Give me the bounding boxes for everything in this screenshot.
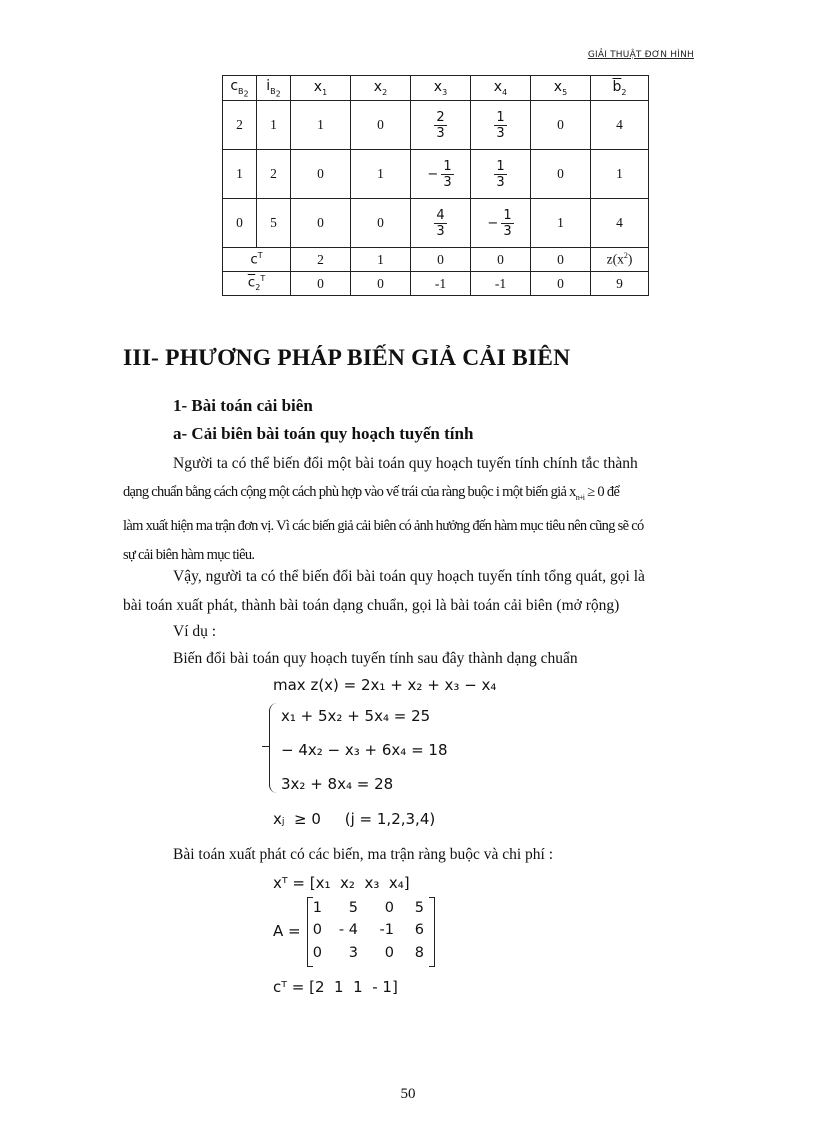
header-b: $\overline{b}_2$ (591, 76, 649, 101)
cell-b: 4 (591, 199, 649, 248)
matrix-row: 0 3 0 8 (312, 945, 424, 961)
constraint-matrix (307, 897, 435, 967)
cell-b: 9 (591, 272, 649, 296)
constraint-1: x₁ + 5x₂ + 5x₄ = 25 (281, 707, 431, 725)
cell-x2: 0 (351, 101, 411, 150)
matrix-label: A = (273, 922, 301, 940)
cell-x3: -1 (411, 272, 471, 296)
constraint-2: − 4x₂ − x₃ + 6x₄ = 18 (281, 741, 448, 759)
nonnegativity: xⱼ ≥ 0 (j = 1,2,3,4) (273, 810, 436, 828)
cell-x3: $\frac{4}{3}$ (411, 199, 471, 248)
paragraph-line: bài toán xuất phát, thành bài toán dạng chuẩn, gọi là bài toán cải biên (mở rộng) (123, 597, 620, 614)
constraint-3: 3x₂ + 8x₄ = 28 (281, 775, 394, 793)
cell-x2: 0 (351, 272, 411, 296)
header-x5: $x_5$ (531, 76, 591, 101)
cell-x5: 0 (531, 272, 591, 296)
reduced-cost-label: $\overline{c}_2^T$ (223, 272, 291, 296)
section-title: III- PHƯƠNG PHÁP BIẾN GIẢ CẢI BIÊN (123, 345, 571, 371)
cell-cb: 1 (223, 150, 257, 199)
cell-x3: $\frac{2}{3}$ (411, 101, 471, 150)
header-cb: $c_{B_2}$ (223, 76, 257, 101)
header-x2: $x_2$ (351, 76, 411, 101)
cell-ib: 2 (257, 150, 291, 199)
cell-x2: 0 (351, 199, 411, 248)
cell-b: 4 (591, 101, 649, 150)
paragraph-2 (123, 562, 693, 620)
table-header-row (223, 76, 649, 101)
header-x3: $x_3$ (411, 76, 471, 101)
running-header: GIẢI THUẬT ĐƠN HÌNH (587, 50, 694, 60)
cell-ib: 1 (257, 101, 291, 150)
cell-x3: − $\frac{1}{3}$ (411, 150, 471, 199)
cell-x4: -1 (471, 272, 531, 296)
cell-x4: − $\frac{1}{3}$ (471, 199, 531, 248)
variable-vector: xᵀ = [x₁ x₂ x₃ x₄] (273, 874, 410, 892)
table-row (223, 199, 649, 248)
cost-row (223, 248, 649, 272)
cost-vector: cᵀ = [2 1 1 - 1] (273, 978, 398, 996)
paragraph-line: Vậy, người ta có thể biến đổi bài toán quy hoạch tuyến tính tổng quát, gọi là (173, 568, 645, 585)
constraint-brace-tip (262, 746, 270, 747)
cell-x1: 0 (291, 150, 351, 199)
table-row (223, 101, 649, 150)
cell-x2: 1 (351, 150, 411, 199)
simplex-table (222, 75, 649, 296)
matrix-row: 0 - 4 -1 6 (312, 922, 424, 938)
example-label: Ví dụ : (173, 623, 217, 640)
page-number: 50 (400, 1086, 416, 1102)
subsubsection-title: a- Cải biên bài toán quy hoạch tuyến tính (173, 424, 474, 443)
cell-x2: 1 (351, 248, 411, 272)
paragraph-line: Người ta có thể biến đổi một bài toán quy hoạch tuyến tính chính tắc thành (173, 455, 638, 472)
cell-x4: 0 (471, 248, 531, 272)
cell-x1: 2 (291, 248, 351, 272)
example-intro: Biến đổi bài toán quy hoạch tuyến tính sau đây thành dạng chuẩn (173, 650, 578, 667)
cell-ib: 5 (257, 199, 291, 248)
header-x4: $x_4$ (471, 76, 531, 101)
constraint-brace (269, 703, 278, 793)
cell-cb: 0 (223, 199, 257, 248)
paragraph-line: làm xuất hiện ma trận đơn vị. Vì các biến giả cải biên có ảnh hưởng đến hàm mục tiêu nên cũng sẽ có (123, 517, 644, 534)
cell-x5: 1 (531, 199, 591, 248)
header-x1: $x_1$ (291, 76, 351, 101)
objective-function: max z(x) = 2x₁ + x₂ + x₃ − x₄ (273, 676, 497, 694)
cell-x1: 0 (291, 272, 351, 296)
data-intro: Bài toán xuất phát có các biến, ma trận ràng buộc và chi phí : (173, 846, 554, 863)
cell-x5: 0 (531, 150, 591, 199)
matrix-row: 1 5 0 5 (312, 900, 424, 916)
subsection-title: 1- Bài toán cải biên (173, 396, 313, 415)
header-ib: $i_{B_2}$ (257, 76, 291, 101)
table-row (223, 150, 649, 199)
paragraph-1 (123, 449, 693, 570)
paragraph-line: sự cải biên hàm mục tiêu. (123, 546, 255, 563)
cell-x4: $\frac{1}{3}$ (471, 150, 531, 199)
cell-b: $z(x^2)$ (591, 248, 649, 272)
paragraph-line: dạng chuẩn bằng cách cộng một cách phù hợp vào vế trái của ràng buộc i một biến giả $x_{n+i} \ge 0$ để (123, 484, 620, 502)
cell-x4: $\frac{1}{3}$ (471, 101, 531, 150)
reduced-cost-row (223, 272, 649, 296)
cost-row-label: $c^T$ (223, 248, 291, 272)
cell-x3: 0 (411, 248, 471, 272)
cell-b: 1 (591, 150, 649, 199)
cell-x1: 0 (291, 199, 351, 248)
cell-x1: 1 (291, 101, 351, 150)
cell-x5: 0 (531, 248, 591, 272)
cell-x5: 0 (531, 101, 591, 150)
cell-cb: 2 (223, 101, 257, 150)
